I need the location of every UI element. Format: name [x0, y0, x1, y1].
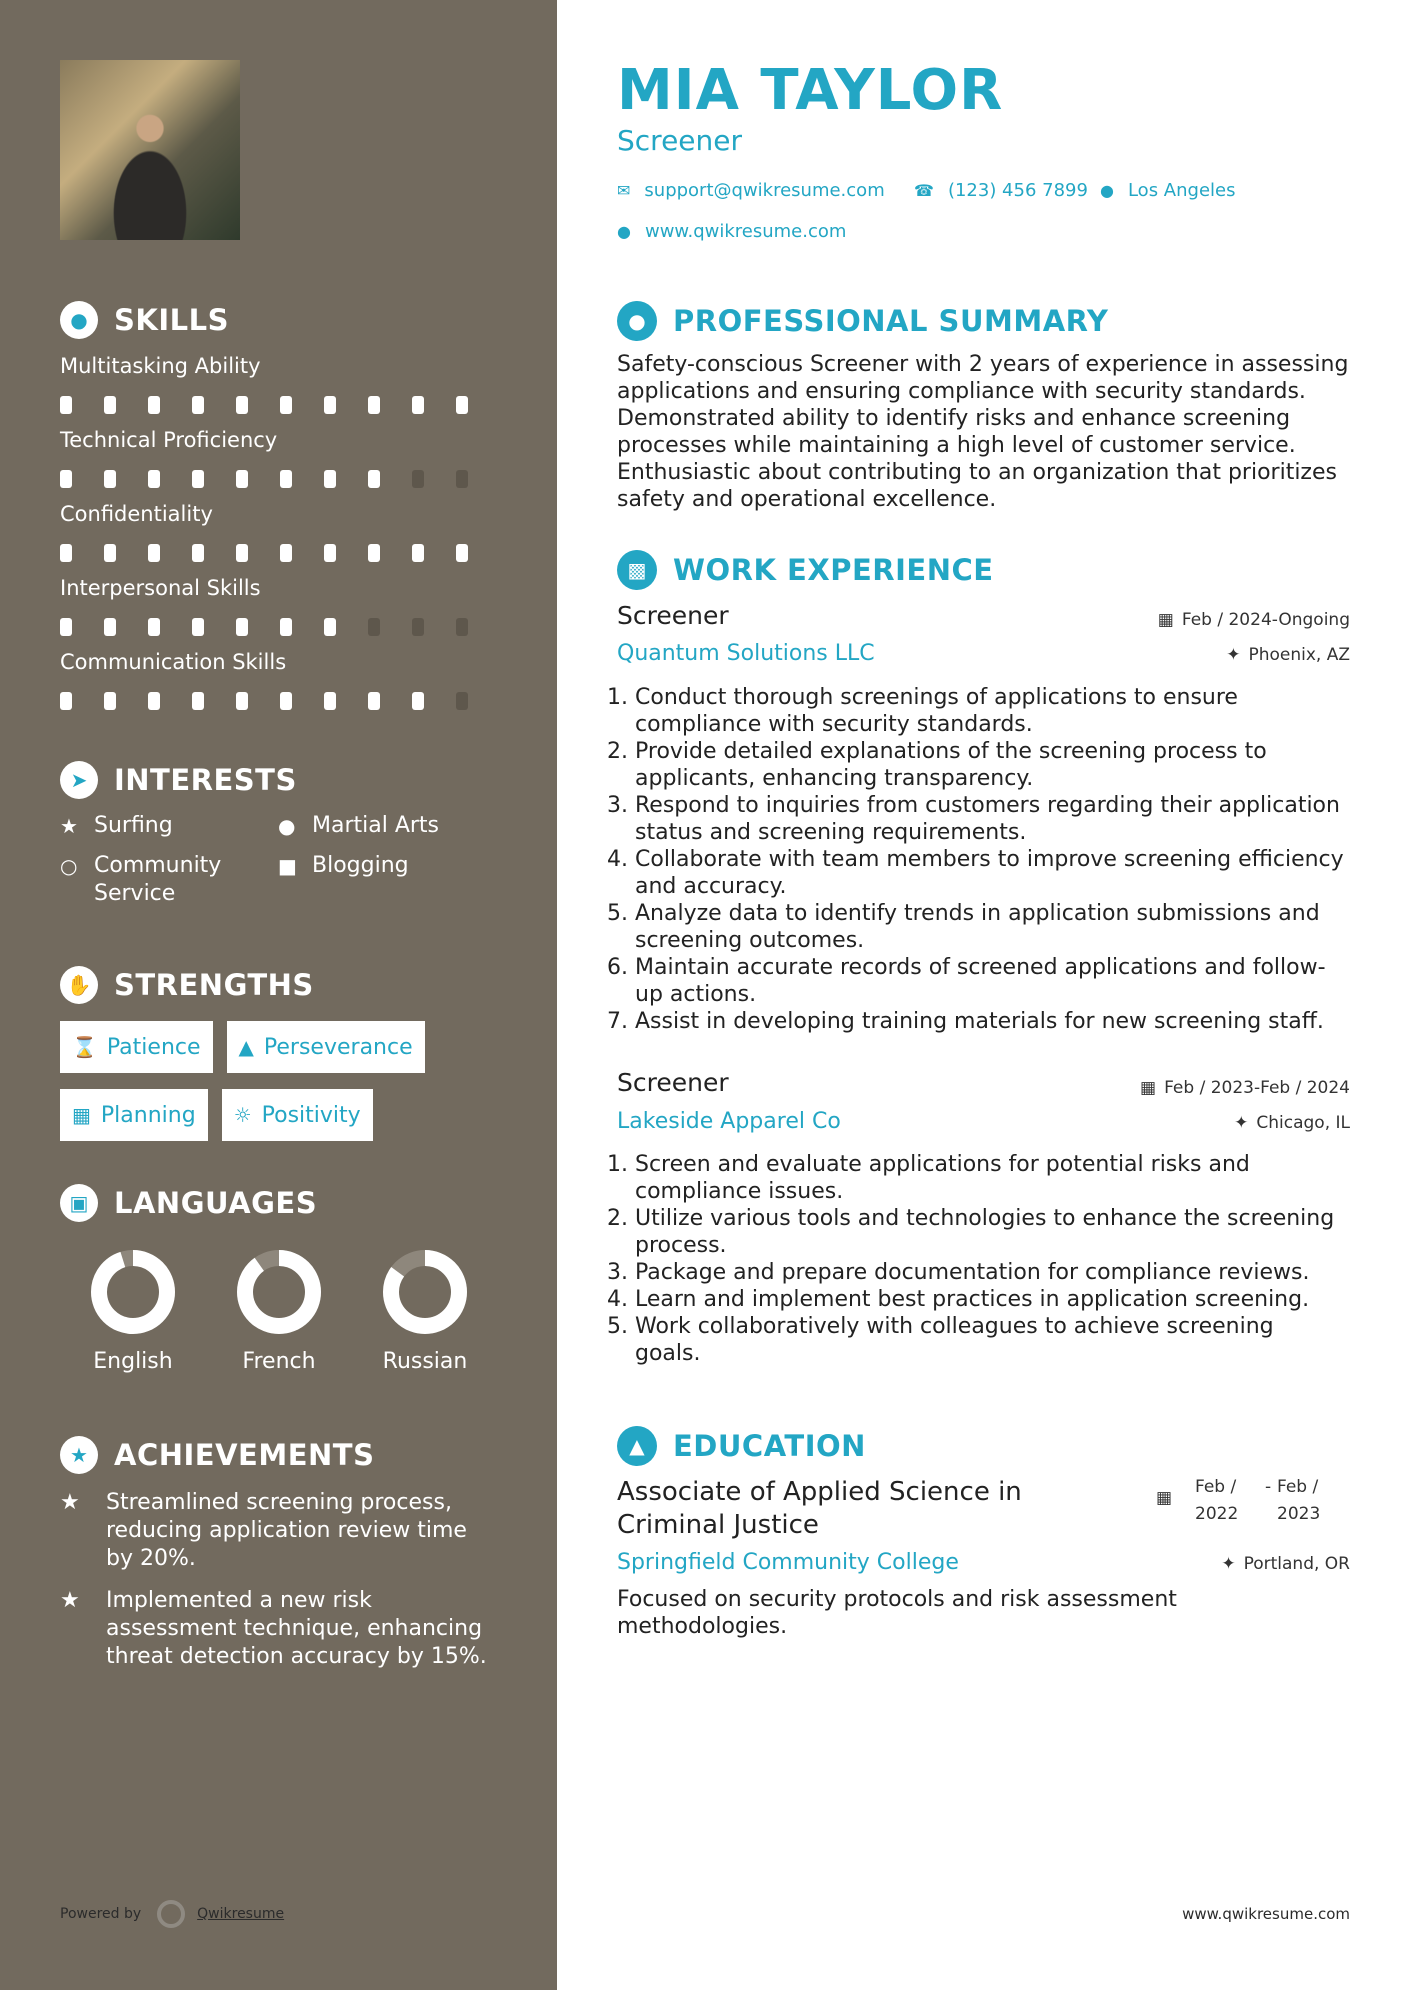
- rating-dot: [368, 618, 380, 636]
- summary-title: PROFESSIONAL SUMMARY: [673, 304, 1109, 338]
- edu-calendar: [1156, 1488, 1180, 1508]
- skill-rating: [60, 692, 500, 710]
- skill-rating: [60, 618, 500, 636]
- languages-heading: [60, 1183, 500, 1223]
- rating-dot: [368, 692, 380, 710]
- experience-title: WORK EXPERIENCE: [673, 553, 994, 587]
- skills-title: SKILLS: [114, 303, 229, 337]
- summary-heading: [617, 301, 1108, 341]
- skill-item: [60, 650, 500, 710]
- rating-dot: [192, 544, 204, 562]
- experience-heading: [617, 550, 994, 590]
- candidate-name: MIA TAYLOR: [617, 58, 1004, 123]
- globe-icon: ●: [278, 814, 296, 838]
- strength-tag: [60, 1089, 208, 1141]
- rating-dot: [412, 396, 424, 414]
- pin-icon: ✦: [1234, 1113, 1249, 1133]
- rating-dot: [324, 692, 336, 710]
- rating-dot: [236, 692, 248, 710]
- paper-plane-icon: ➤: [60, 761, 98, 799]
- duty-item: 3. Respond to inquiries from customers regarding their application status and screening requirements.: [635, 792, 1345, 846]
- interests-title: INTERESTS: [114, 763, 297, 797]
- rating-dot: [324, 544, 336, 562]
- skills-heading: [60, 300, 500, 340]
- edu-end-year: 2023: [1277, 1504, 1321, 1524]
- medal-icon: ★: [60, 1436, 98, 1474]
- job-title: Screener: [617, 1068, 729, 1097]
- envelope-icon: ✉: [617, 181, 631, 200]
- rating-dot: [148, 692, 160, 710]
- education-heading: [617, 1426, 866, 1466]
- skill-name: Communication Skills: [60, 650, 287, 674]
- website-contact[interactable]: [617, 221, 846, 242]
- rating-dot: [60, 544, 72, 562]
- calendar-icon: ▦: [72, 1103, 91, 1127]
- interest-item: [278, 812, 496, 840]
- users-icon: ■: [278, 854, 297, 878]
- duty-item: 4. Learn and implement best practices in application screening.: [635, 1286, 1345, 1313]
- interests-list: [60, 812, 500, 908]
- skill-item: [60, 576, 500, 636]
- strength-label: Perseverance: [263, 1034, 413, 1060]
- user-icon: ●: [617, 301, 657, 341]
- interest-item: [278, 852, 496, 908]
- skill-rating: [60, 396, 500, 414]
- strength-label: Positivity: [261, 1102, 361, 1128]
- rating-dot: [324, 470, 336, 488]
- email-text: support@qwikresume.com: [644, 180, 885, 201]
- rating-dot: [148, 544, 160, 562]
- duty-item: 2. Provide detailed explanations of the screening process to applicants, enhancing transparency.: [635, 738, 1345, 792]
- achievements-section: [60, 1435, 500, 1671]
- rating-dot: [280, 470, 292, 488]
- rating-dot: [280, 544, 292, 562]
- footer-url[interactable]: www.qwikresume.com: [1182, 1905, 1350, 1923]
- email-contact[interactable]: [617, 180, 885, 201]
- rating-dot: [324, 618, 336, 636]
- rating-dot: [456, 470, 468, 488]
- rating-dot: [60, 396, 72, 414]
- rating-dot: [104, 692, 116, 710]
- duty-item: 2. Utilize various tools and technologies to enhance the screening process.: [635, 1205, 1345, 1259]
- job-dates-text: Feb / 2023-Feb / 2024: [1164, 1078, 1350, 1098]
- achievements-title: ACHIEVEMENTS: [114, 1438, 375, 1472]
- edu-end-month: Feb /: [1277, 1477, 1319, 1497]
- rating-dot: [280, 692, 292, 710]
- school-name: Springfield Community College: [617, 1550, 959, 1575]
- donut-fill: [245, 1258, 313, 1326]
- strengths-section: [60, 965, 500, 1157]
- interest-label: Surfing: [94, 813, 173, 838]
- website-text: www.qwikresume.com: [644, 221, 847, 242]
- edu-location-text: Portland, OR: [1243, 1554, 1350, 1574]
- languages-title: LANGUAGES: [114, 1186, 318, 1220]
- rating-dot: [368, 470, 380, 488]
- graduation-cap-icon: ▲: [617, 1426, 657, 1466]
- globe-icon: ●: [617, 222, 631, 241]
- rating-dot: [148, 470, 160, 488]
- achievements-heading: [60, 1435, 500, 1475]
- achievement-text: Implemented a new risk assessment technique, enhancing threat detection accuracy by 15%.: [106, 1588, 487, 1669]
- rating-dot: [104, 618, 116, 636]
- rating-dot: [236, 544, 248, 562]
- donut-fill: [99, 1258, 167, 1326]
- skills-list: [60, 354, 500, 710]
- rating-dot: [192, 470, 204, 488]
- skill-item: [60, 354, 500, 414]
- education-title: EDUCATION: [673, 1429, 866, 1463]
- achievement-item: [60, 1489, 500, 1573]
- languages-list: [60, 1249, 500, 1374]
- powered-by-label: Powered by: [60, 1906, 142, 1922]
- duty-item: 1. Conduct thorough screenings of applications to ensure compliance with security standards.: [635, 684, 1345, 738]
- degree-title: Associate of Applied Science in Criminal Justice: [617, 1477, 1022, 1540]
- interests-heading: [60, 760, 500, 800]
- job-duties: [605, 684, 1345, 1035]
- profile-photo: [60, 60, 240, 240]
- rating-dot: [456, 618, 468, 636]
- rating-dot: [236, 470, 248, 488]
- education-description: Focused on security protocols and risk assessment methodologies.: [617, 1587, 1177, 1639]
- rating-dot: [236, 618, 248, 636]
- rating-dot: [412, 692, 424, 710]
- rating-dot: [60, 692, 72, 710]
- duty-item: 5. Work collaboratively with colleagues to achieve screening goals.: [635, 1313, 1345, 1367]
- calendar-icon: ▦: [1157, 610, 1174, 630]
- phone-contact[interactable]: [914, 180, 1088, 201]
- achievement-text: Streamlined screening process, reducing application review time by 20%.: [106, 1490, 467, 1571]
- strengths-heading: [60, 965, 500, 1005]
- rating-dot: [192, 396, 204, 414]
- skill-name: Interpersonal Skills: [60, 576, 261, 600]
- edu-location: [1221, 1554, 1350, 1574]
- rating-dot: [148, 396, 160, 414]
- strength-label: Planning: [100, 1102, 196, 1128]
- strength-label: Patience: [106, 1034, 201, 1060]
- sidebar: [0, 0, 557, 1990]
- language-name: Russian: [382, 1349, 468, 1374]
- rating-dot: [456, 544, 468, 562]
- sun-icon: ☼: [233, 1103, 252, 1127]
- rating-dot: [368, 544, 380, 562]
- rating-dot: [280, 618, 292, 636]
- phone-icon: ☎: [914, 181, 934, 200]
- language-donut: [90, 1249, 176, 1335]
- interest-label: Blogging: [312, 853, 409, 878]
- rating-dot: [456, 396, 468, 414]
- candidate-role: Screener: [617, 124, 743, 157]
- map-pin-icon: ●: [1100, 181, 1114, 200]
- star-burst-icon: ★: [60, 1588, 80, 1613]
- achievement-item: [60, 1587, 500, 1671]
- skills-section: [60, 300, 500, 710]
- skill-rating: [60, 470, 500, 488]
- skill-name: Technical Proficiency: [60, 428, 278, 452]
- job-location: [1226, 645, 1350, 665]
- strength-tag: [60, 1021, 213, 1073]
- powered-by: [60, 1900, 284, 1928]
- rating-dot: [324, 396, 336, 414]
- edu-end-date: [1277, 1474, 1320, 1528]
- language-icon: ▣: [60, 1184, 98, 1222]
- edu-date-separator: -: [1265, 1477, 1272, 1497]
- interest-item: [60, 852, 278, 908]
- duty-item: 7. Assist in developing training materials for new screening staff.: [635, 1008, 1345, 1035]
- language-item: [60, 1249, 206, 1374]
- interest-label: Community Service: [94, 853, 222, 906]
- qwikresume-link[interactable]: Qwikresume: [197, 1906, 285, 1922]
- rating-dot: [192, 618, 204, 636]
- phone-text: (123) 456 7899: [947, 180, 1088, 201]
- strength-tag: [222, 1089, 373, 1141]
- company-name: Lakeside Apparel Co: [617, 1109, 841, 1134]
- rating-dot: [412, 618, 424, 636]
- company-name: Quantum Solutions LLC: [617, 641, 875, 666]
- job-dates: [1140, 1078, 1350, 1098]
- star-burst-icon: ★: [60, 1490, 80, 1515]
- star-icon: ★: [60, 814, 78, 838]
- rating-dot: [236, 396, 248, 414]
- pin-icon: ✦: [1221, 1554, 1236, 1574]
- lightbulb-icon: ●: [60, 301, 98, 339]
- job-location-text: Chicago, IL: [1256, 1113, 1350, 1133]
- language-item: [206, 1249, 352, 1374]
- job-location: [1234, 1113, 1350, 1133]
- job-dates-text: Feb / 2024-Ongoing: [1181, 610, 1350, 630]
- interest-label: Martial Arts: [312, 813, 440, 838]
- job-title: Screener: [617, 601, 729, 630]
- duty-item: 1. Screen and evaluate applications for potential risks and compliance issues.: [635, 1151, 1345, 1205]
- rating-dot: [280, 396, 292, 414]
- location-text: Los Angeles: [1127, 180, 1236, 201]
- job-location-text: Phoenix, AZ: [1248, 645, 1350, 665]
- duty-item: 6. Maintain accurate records of screened applications and follow-up actions.: [635, 954, 1345, 1008]
- job-duties: [605, 1151, 1345, 1367]
- hand-icon: ○: [60, 854, 78, 878]
- interests-section: [60, 760, 500, 908]
- duty-item: 4. Collaborate with team members to improve screening efficiency and accuracy.: [635, 846, 1345, 900]
- pin-icon: ✦: [1226, 645, 1241, 665]
- languages-section: [60, 1183, 500, 1374]
- language-donut: [236, 1249, 322, 1335]
- qwikresume-logo-icon: [157, 1900, 185, 1928]
- hourglass-icon: ⌛: [72, 1035, 97, 1059]
- briefcase-icon: ▩: [617, 550, 657, 590]
- language-name: French: [242, 1349, 316, 1374]
- strengths-list: [60, 1021, 500, 1157]
- rating-dot: [104, 470, 116, 488]
- rating-dot: [456, 692, 468, 710]
- strength-tag: [227, 1021, 425, 1073]
- rating-dot: [60, 470, 72, 488]
- summary-text: Safety-conscious Screener with 2 years of experience in assessing applications and ensuring compliance with security standards. Demonstrated ability to identify risks and enhance screening processes while maintaining a high level of customer service. Enthusiastic about contributing to an organization that prioritizes safety and operational excellence.: [617, 352, 1349, 512]
- rating-dot: [368, 396, 380, 414]
- rating-dot: [104, 544, 116, 562]
- skill-item: [60, 428, 500, 488]
- rating-dot: [148, 618, 160, 636]
- duty-item: 5. Analyze data to identify trends in application submissions and screening outcomes.: [635, 900, 1345, 954]
- skill-item: [60, 502, 500, 562]
- calendar-icon: ▦: [1155, 1488, 1172, 1508]
- location-contact: [1100, 180, 1235, 201]
- rating-dot: [60, 618, 72, 636]
- language-donut: [382, 1249, 468, 1335]
- job-dates: [1158, 610, 1350, 630]
- interest-item: [60, 812, 278, 840]
- rating-dot: [412, 544, 424, 562]
- edu-start-date: [1195, 1474, 1238, 1528]
- language-item: [352, 1249, 498, 1374]
- fist-icon: ✋: [60, 966, 98, 1004]
- rating-dot: [104, 396, 116, 414]
- strengths-title: STRENGTHS: [114, 968, 314, 1002]
- rating-dot: [192, 692, 204, 710]
- skill-rating: [60, 544, 500, 562]
- rating-dot: [412, 470, 424, 488]
- calendar-icon: ▦: [1140, 1078, 1157, 1098]
- road-icon: ▲: [238, 1035, 254, 1059]
- duty-item: 3. Package and prepare documentation for compliance reviews.: [635, 1259, 1345, 1286]
- skill-name: Multitasking Ability: [60, 354, 261, 378]
- edu-start-year: 2022: [1195, 1504, 1239, 1524]
- edu-start-month: Feb /: [1195, 1477, 1237, 1497]
- language-name: English: [93, 1349, 173, 1374]
- skill-name: Confidentiality: [60, 502, 213, 526]
